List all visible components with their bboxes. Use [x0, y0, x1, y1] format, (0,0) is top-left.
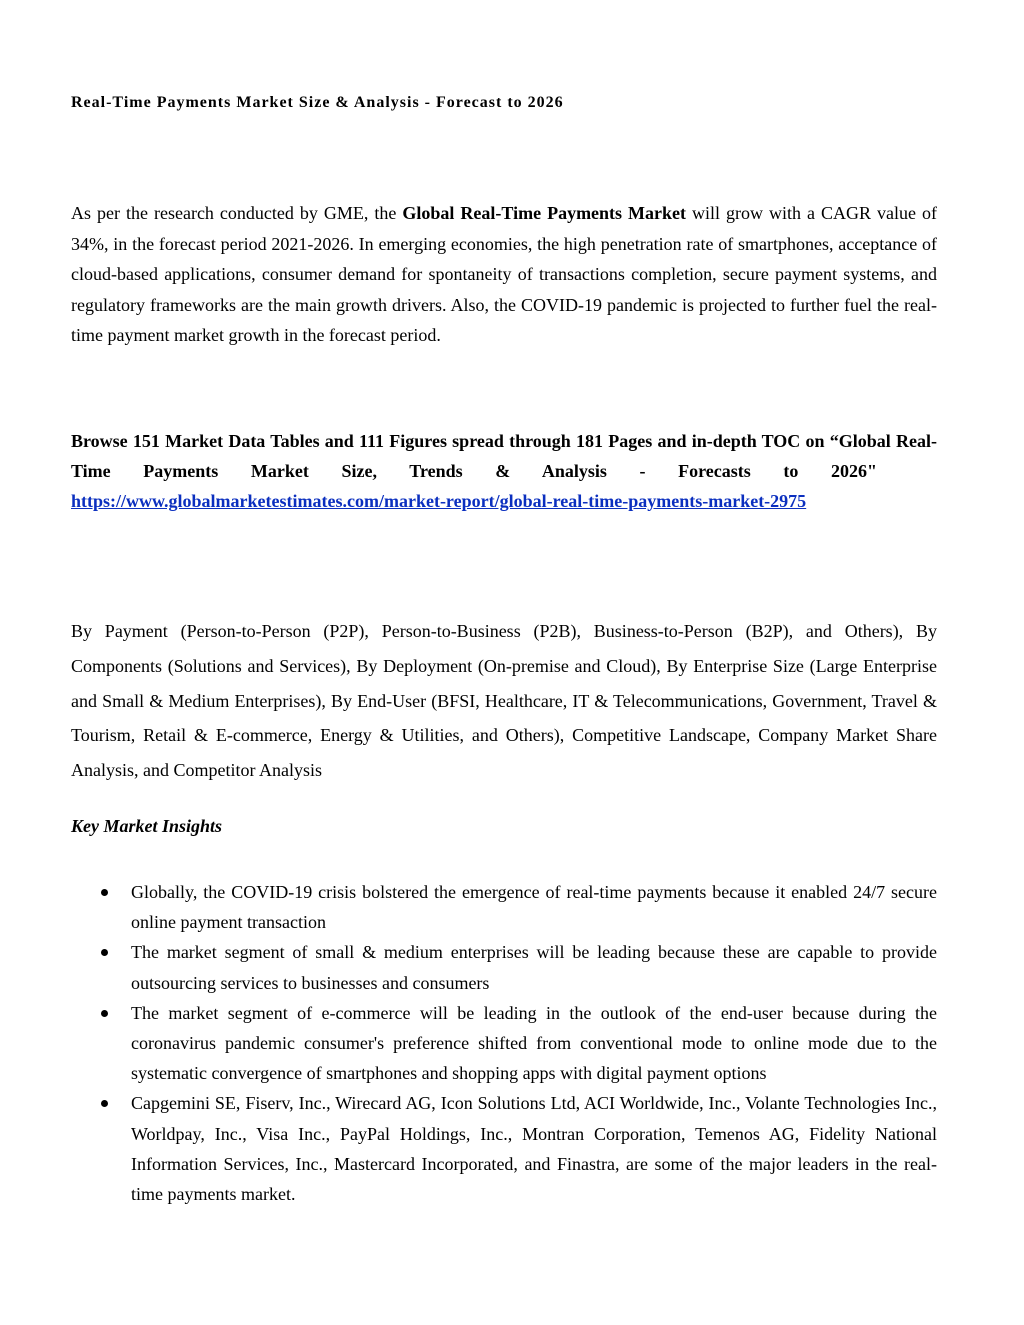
list-item — [0, 877, 1024, 937]
intro-text-end: will grow with a CAGR value of 34%, in the forecast period 2021-2026. In emerging economies, the high penetration rate of smartphones, acceptance of cloud-based applications, consumer demand for spontaneity of transactions completion, secure payment systems, and regulatory frameworks are the main growth drivers. Also, the COVID-19 pandemic is projected to further fuel the real-time payment market growth in the forecast period. — [71, 203, 938, 345]
list-item-text: Capgemini SE, Fiserv, Inc., Wirecard AG, Icon Solutions Ltd, ACI Worldwide, Inc., Volante Technologies Inc., Worldpay, Inc., Visa Inc., PayPal Holdings, Inc., Montran Corporation, Temenos AG, Fidelity National Information Services, Inc., Mastercard Incorporated, and Finastra, are some of the major leaders in the real-time payments market. — [131, 1093, 937, 1205]
key-insights-heading: Key Market Insights — [71, 816, 223, 836]
report-link[interactable]: https://www.globalmarketestimates.com/market-report/global-real-time-payments-market-2975 — [71, 491, 807, 511]
list-item-text: Globally, the COVID-19 crisis bolstered the emergence of real-time payments because it enabled 24/7 secure online payment transaction — [131, 882, 937, 933]
segmentation-paragraph: By Payment (Person-to-Person (P2P), Person-to-Business (P2B), Business-to-Person (B2P), and Others), By Components (Solutions and Services), By Deployment (On-premise and Cloud), By Enterprise Size (Large Enterprise and Small & Medium Enterprises), By End-User (BFSI, Healthcare, IT & Telecommunications, Government, Travel & Tourism, Retail & E-commerce, Energy & Utilities, and Others), Competitive Landscape, Company Market Share Analysis, and Competitor Analysis — [71, 621, 937, 781]
bullet-icon — [101, 949, 108, 956]
list-item — [0, 998, 1024, 1089]
insights-list — [0, 877, 1024, 1209]
intro-market-name: Global Real-Time Payments Market — [402, 203, 687, 223]
list-item-text: The market segment of small & medium enterprises will be leading because these are capable to provide outsourcing services to businesses and consumers — [131, 942, 937, 993]
intro-paragraph — [71, 198, 937, 351]
list-item — [0, 1088, 1024, 1209]
bullet-icon — [101, 1010, 108, 1017]
bullet-icon — [101, 889, 108, 896]
list-item — [0, 937, 1024, 997]
browse-paragraph — [71, 426, 937, 516]
document-title: Real-Time Payments Market Size & Analysis - Forecast to 2026 — [71, 94, 564, 111]
browse-text: Browse 151 Market Data Tables and 111 Figures spread through 181 Pages and in-depth TOC on “Global Real-Time Payments Market Size, Trends & Analysis - Forecasts to 2026" — [71, 431, 937, 481]
intro-text-start: As per the research conducted by GME, the — [71, 203, 403, 223]
bullet-icon — [101, 1100, 108, 1107]
list-item-text: The market segment of e-commerce will be leading in the outlook of the end-user because during the coronavirus pandemic consumer's preference shifted from conventional mode to online mode due to the systematic convergence of smartphones and shopping apps with digital payment options — [131, 1002, 937, 1084]
